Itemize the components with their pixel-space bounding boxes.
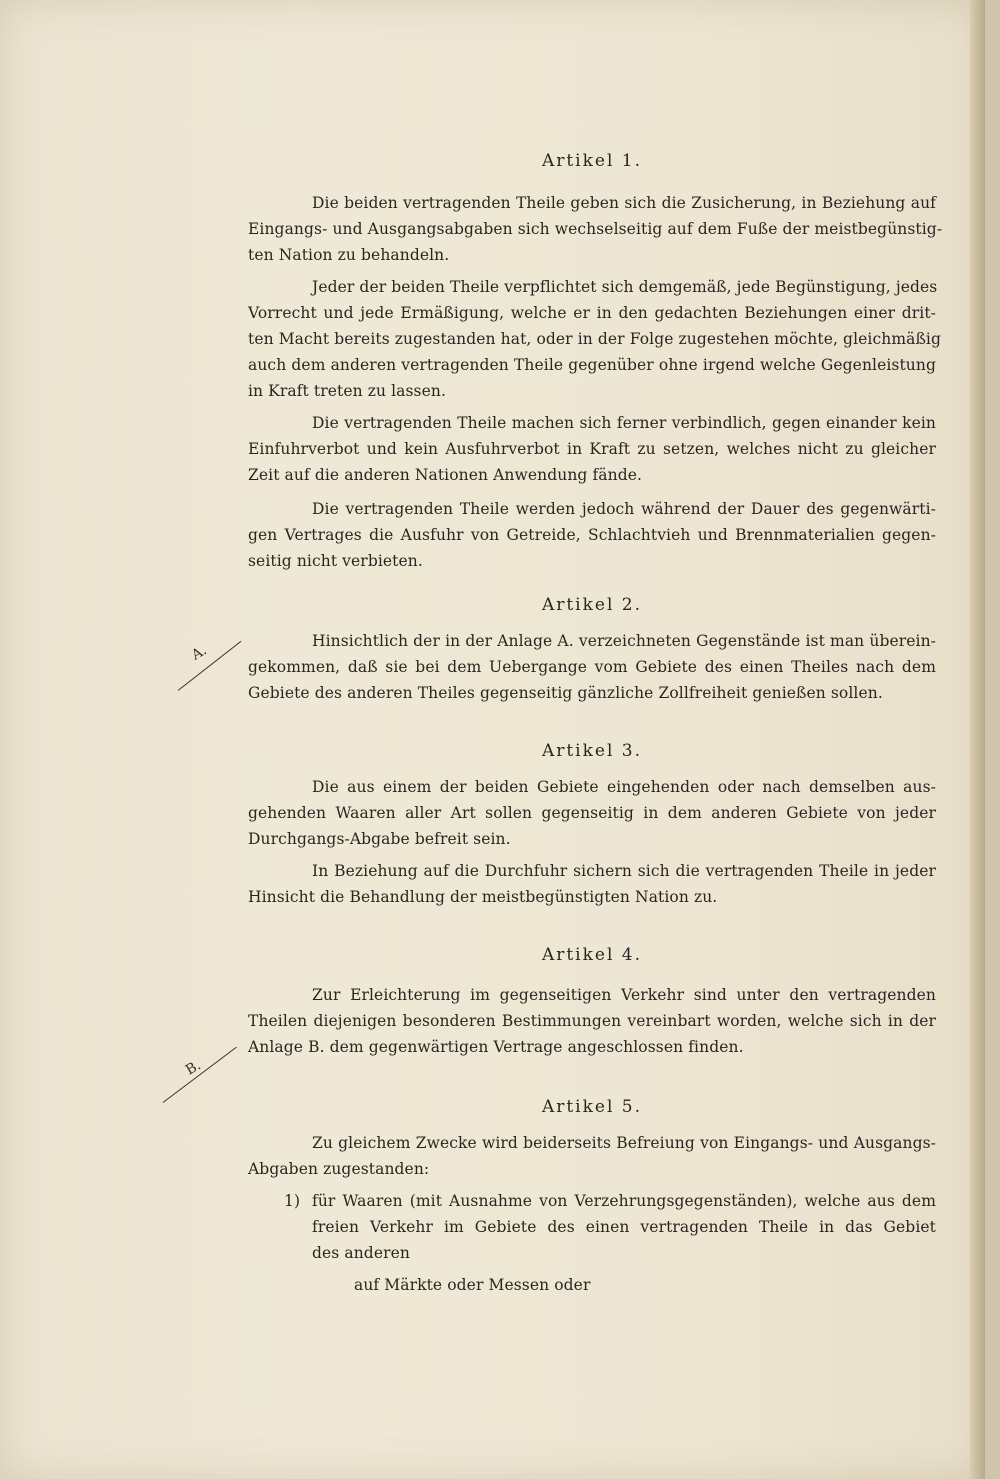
article-1-line: in Kraft treten zu lassen. — [248, 382, 446, 400]
article-1-line: Eingangs- und Ausgangsabgaben sich wechselseitig auf dem Fuße der meistbegünstig- — [248, 220, 943, 238]
article-5-heading: Artikel 5. — [541, 1097, 643, 1117]
margin-note-a: A. — [188, 642, 210, 664]
article-2-line: Hinsichtlich der in der Anlage A. verzeichneten Gegenstände ist man überein- — [312, 632, 936, 650]
article-3-line: gehenden Waaren aller Art sollen gegenseitig in dem anderen Gebiete von jeder — [248, 804, 936, 822]
article-1-line: ten Nation zu behandeln. — [248, 246, 450, 264]
article-4-line: Anlage B. dem gegenwärtigen Vertrage angeschlossen finden. — [248, 1038, 744, 1056]
article-1-line: Die vertragenden Theile werden jedoch während der Dauer des gegenwärti- — [312, 500, 936, 518]
article-1-line: Die beiden vertragenden Theile geben sich die Zusicherung, in Beziehung auf — [312, 194, 936, 212]
margin-stroke-b — [163, 1047, 237, 1103]
article-1-heading: Artikel 1. — [541, 151, 643, 171]
list-item-line: für Waaren (mit Ausnahme von Verzehrungsgegenständen), welche aus dem — [312, 1192, 936, 1210]
article-3-line: Hinsicht die Behandlung der meistbegünstigten Nation zu. — [248, 888, 718, 906]
page-edge — [970, 0, 985, 1479]
article-1-line: Zeit auf die anderen Nationen Anwendung fände. — [248, 466, 643, 484]
article-3-line: Durchgangs-Abgabe befreit sein. — [248, 830, 511, 848]
article-4-line: Zur Erleichterung im gegenseitigen Verkehr sind unter den vertragenden — [312, 986, 936, 1004]
article-4-heading: Artikel 4. — [541, 945, 643, 965]
article-1-line: auch dem anderen vertragenden Theile gegenüber ohne irgend welche Gegenleistung — [248, 356, 936, 374]
list-item-line: des anderen — [312, 1244, 410, 1262]
article-2-heading: Artikel 2. — [541, 595, 643, 615]
margin-note-b: B. — [182, 1057, 204, 1079]
list-item-subline: auf Märkte oder Messen oder — [354, 1276, 591, 1294]
article-3-heading: Artikel 3. — [541, 741, 643, 761]
article-1-line: Einfuhrverbot und kein Ausfuhrverbot in Kraft zu setzen, welches nicht zu gleicher — [248, 440, 936, 458]
list-item-line: freien Verkehr im Gebiete des einen vertragenden Theile in das Gebiet — [312, 1218, 936, 1236]
margin-stroke-a — [178, 641, 242, 691]
article-2-line: gekommen, daß sie bei dem Uebergange vom Gebiete des einen Theiles nach dem — [248, 658, 936, 676]
article-1-line: seitig nicht verbieten. — [248, 552, 423, 570]
list-item-number: 1) — [284, 1192, 301, 1210]
article-3-line: Die aus einem der beiden Gebiete eingehenden oder nach demselben aus- — [312, 778, 936, 796]
article-3-line: In Beziehung auf die Durchfuhr sichern sich die vertragenden Theile in jeder — [312, 862, 936, 880]
article-1-line: ten Macht bereits zugestanden hat, oder in der Folge zugestehen möchte, gleichmäßig — [248, 330, 941, 348]
article-1-line: Jeder der beiden Theile verpflichtet sich demgemäß, jede Begünstigung, jedes — [312, 278, 938, 296]
article-5-line: Abgaben zugestanden: — [248, 1160, 430, 1178]
article-2-line: Gebiete des anderen Theiles gegenseitig gänzliche Zollfreiheit genießen sollen. — [248, 684, 883, 702]
article-4-line: Theilen diejenigen besonderen Bestimmungen vereinbart worden, welche sich in der — [248, 1012, 936, 1030]
article-1-line: Vorrecht und jede Ermäßigung, welche er in den gedachten Beziehungen einer drit- — [248, 304, 936, 322]
article-1-line: gen Vertrages die Ausfuhr von Getreide, Schlachtvieh und Brennmaterialien gegen- — [248, 526, 936, 544]
article-1-line: Die vertragenden Theile machen sich ferner verbindlich, gegen einander kein — [312, 414, 936, 432]
article-5-line: Zu gleichem Zwecke wird beiderseits Befreiung von Eingangs- und Ausgangs- — [312, 1134, 936, 1152]
